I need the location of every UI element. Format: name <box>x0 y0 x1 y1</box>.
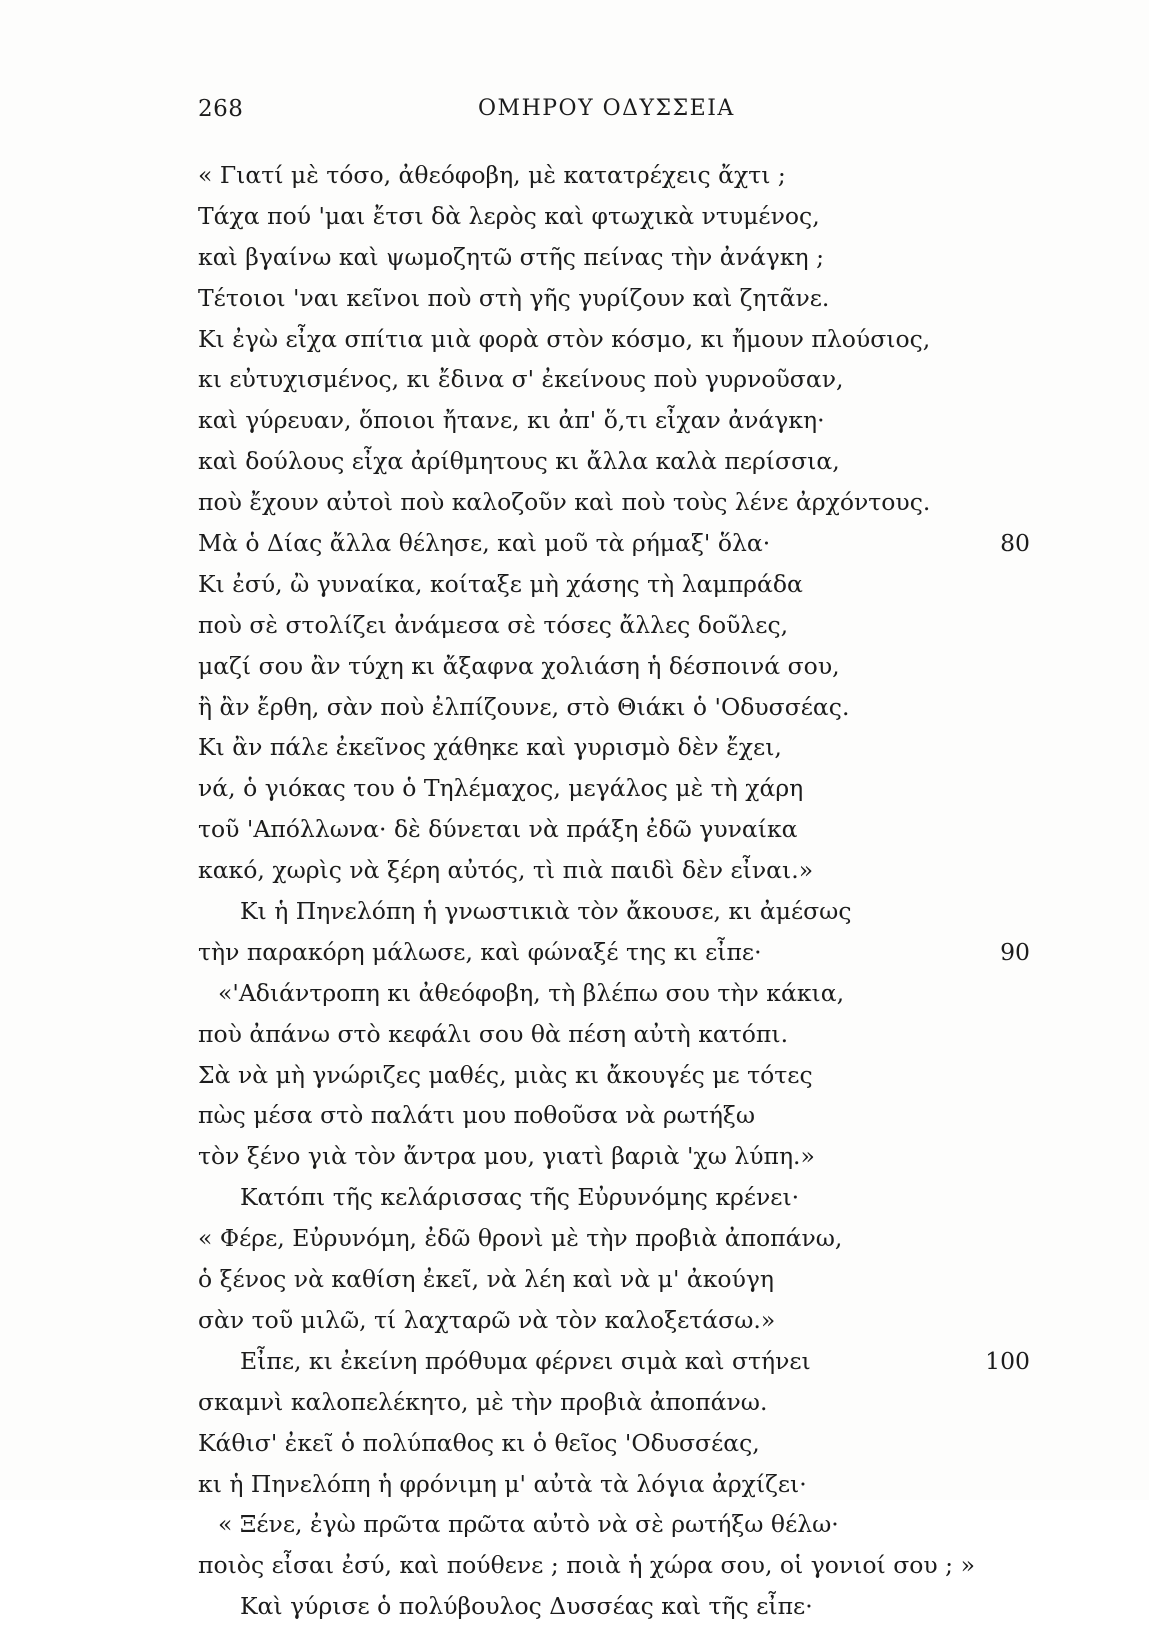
verse-text: Κι ἂν πάλε ἐκεῖνος χάθηκε καὶ γυρισμὸ δὲν ἔχει, <box>198 733 782 762</box>
verse-line <box>198 850 1058 891</box>
verse-text: ποὺ ἔχουν αὐτοὶ ποὺ καλοζοῦν καὶ ποὺ τοὺς λένε ἀρχόντους. <box>198 488 931 517</box>
verse-line <box>198 973 1058 1014</box>
verse-text: μαζί σου ἂν τύχη κι ἄξαφνα χολιάση ἡ δέσποινά σου, <box>198 651 840 680</box>
verse-line <box>198 1259 1058 1300</box>
verse-line <box>198 1136 1058 1177</box>
verse-text: τὸν ξένο γιὰ τὸν ἄντρα μου, γιατὶ βαριὰ 'χω λύπη.» <box>198 1142 815 1171</box>
verse-text: καὶ γύρευαν, ὅποιοι ἤτανε, κι ἀπ' ὅ,τι εἶχαν ἀνάγκη· <box>198 406 825 435</box>
verse-line <box>198 278 1058 319</box>
verse-text: κακό, χωρὶς νὰ ξέρη αὐτός, τὶ πιὰ παιδὶ δὲν εἶναι.» <box>198 856 814 885</box>
verse-text: « Ξένε, ἐγὼ πρῶτα πρῶτα αὐτὸ νὰ σὲ ρωτήξω θέλω· <box>218 1510 839 1539</box>
verse-text: Εἶπε, κι ἐκείνη πρόθυμα φέρνει σιμὰ καὶ στήνει <box>240 1346 811 1375</box>
verse-line <box>198 1545 1058 1586</box>
verse-line <box>198 1095 1058 1136</box>
verse-line <box>198 727 1058 768</box>
verse-text: Κάθισ' ἐκεῖ ὁ πολύπαθος κι ὁ θεῖος 'Οδυσσέας, <box>198 1428 760 1457</box>
verse-line <box>198 155 1058 196</box>
verse-text: «'Αδιάντροπη κι ἀθεόφοβη, τὴ βλέπω σου τὴν κάκια, <box>218 978 845 1007</box>
verse-text: Κι ἐσύ, ὢ γυναίκα, κοίταξε μὴ χάσης τὴ λαμπράδα <box>198 569 803 598</box>
verse-text: Μὰ ὁ Δίας ἄλλα θέλησε, καὶ μοῦ τὰ ρήμαξ' ὅλα· <box>198 529 771 558</box>
verse-line <box>198 605 1058 646</box>
verse-line <box>198 1504 1058 1545</box>
line-number: 100 <box>985 1346 1030 1375</box>
verse-line <box>198 1586 1058 1627</box>
verse-line <box>198 768 1058 809</box>
verse-line <box>198 564 1058 605</box>
verse-line <box>198 319 1058 360</box>
verse-text: « Γιατί μὲ τόσο, ἀθεόφοβη, μὲ κατατρέχεις ἄχτι ; <box>198 161 786 189</box>
verse-text: σὰν τοῦ μιλῶ, τί λαχταρῶ νὰ τὸν καλοξετάσω.» <box>198 1305 776 1334</box>
page-header <box>0 96 1149 136</box>
running-title: ΟΜΗΡΟΥ ΟΔΥΣΣΕΙΑ <box>478 96 735 121</box>
verse-text: τὴν παρακόρη μάλωσε, καὶ φώναξέ της κι εἶπε· <box>198 937 762 966</box>
verse-line <box>198 1177 1058 1218</box>
verse-text: καὶ βγαίνω καὶ ψωμοζητῶ στῆς πείνας τὴν ἀνάγκη ; <box>198 242 825 271</box>
verse-text: ποὺ ἀπάνω στὸ κεφάλι σου θὰ πέση αὐτὴ κατόπι. <box>198 1019 789 1048</box>
verse-line <box>198 1055 1058 1096</box>
verse-text: Τέτοιοι 'ναι κεῖνοι ποὺ στὴ γῆς γυρίζουν καὶ ζητᾶνε. <box>198 283 830 312</box>
verse-text: πὼς μέσα στὸ παλάτι μου ποθοῦσα νὰ ρωτήξω <box>198 1101 756 1130</box>
verse-text: Κατόπι τῆς κελάρισσας τῆς Εὐρυνόμης κρένει· <box>240 1183 800 1212</box>
verse-line <box>198 932 1058 973</box>
verse-text: καὶ δούλους εἶχα ἀρίθμητους κι ἄλλα καλὰ περίσσια, <box>198 447 840 476</box>
verse-line <box>198 1300 1058 1341</box>
verse-line <box>198 687 1058 728</box>
verse-line <box>198 1218 1058 1259</box>
verse-text: τοῦ 'Απόλλωνα· δὲ δύνεται νὰ πράξη ἐδῶ γυναίκα <box>198 815 798 844</box>
verse-line <box>198 646 1058 687</box>
verse-line <box>198 196 1058 237</box>
verse-line <box>198 482 1058 523</box>
verse-text: σκαμνὶ καλοπελέκητο, μὲ τὴν προβιὰ ἀποπάνω. <box>198 1387 768 1416</box>
verse-text: κι εὐτυχισμένος, κι ἔδινα σ' ἐκείνους ποὺ γυρνοῦσαν, <box>198 365 844 394</box>
verse-line <box>198 523 1058 564</box>
verse-line <box>198 809 1058 850</box>
verse-text: ἢ ἂν ἔρθη, σὰν ποὺ ἐλπίζουνε, στὸ Θιάκι ὁ 'Οδυσσέας. <box>198 692 850 721</box>
verse-text: Καὶ γύρισε ὁ πολύβουλος Δυσσέας καὶ τῆς εἶπε· <box>240 1592 813 1621</box>
verse-line <box>198 359 1058 400</box>
verse-line <box>198 1341 1058 1382</box>
verse-text: ὁ ξένος νὰ καθίση ἐκεῖ, νὰ λέη καὶ νὰ μ' ἀκούγη <box>198 1265 774 1294</box>
verse-line <box>198 400 1058 441</box>
verse-text: Κι ἐγὼ εἶχα σπίτια μιὰ φορὰ στὸν κόσμο, κι ἤμουν πλούσιος, <box>198 324 931 353</box>
verse-text: νά, ὁ γιόκας του ὁ Τηλέμαχος, μεγάλος μὲ τὴ χάρη <box>198 774 804 803</box>
verse-text: κι ἡ Πηνελόπη ἡ φρόνιμη μ' αὐτὰ τὰ λόγια ἀρχίζει· <box>198 1469 807 1498</box>
verse-text: ποὺ σὲ στολίζει ἀνάμεσα σὲ τόσες ἄλλες δοῦλες, <box>198 610 789 639</box>
verse-text: ποιὸς εἶσαι ἐσύ, καὶ πούθενε ; ποιὰ ἡ χώρα σου, οἱ γονιοί σου ; » <box>198 1551 975 1580</box>
line-number: 90 <box>1000 937 1030 966</box>
line-number: 80 <box>1000 529 1030 558</box>
verse-line <box>198 1464 1058 1505</box>
verse-block <box>198 155 1058 1627</box>
verse-line <box>198 1014 1058 1055</box>
verse-line <box>198 237 1058 278</box>
verse-line <box>198 1382 1058 1423</box>
verse-line <box>198 1423 1058 1464</box>
verse-line <box>198 441 1058 482</box>
verse-text: Τάχα πού 'μαι ἔτσι δὰ λερὸς καὶ φτωχικὰ ντυμένος, <box>198 201 820 230</box>
verse-text: « Φέρε, Εὐρυνόμη, ἐδῶ θρονὶ μὲ τὴν προβιὰ ἀποπάνω, <box>198 1224 843 1253</box>
verse-text: Κι ἡ Πηνελόπη ἡ γνωστικιὰ τὸν ἄκουσε, κι ἀμέσως <box>240 897 852 926</box>
page-number: 268 <box>198 96 244 122</box>
verse-text: Σὰ νὰ μὴ γνώριζες μαθές, μιὰς κι ἄκουγές με τότες <box>198 1060 813 1089</box>
verse-line <box>198 891 1058 932</box>
